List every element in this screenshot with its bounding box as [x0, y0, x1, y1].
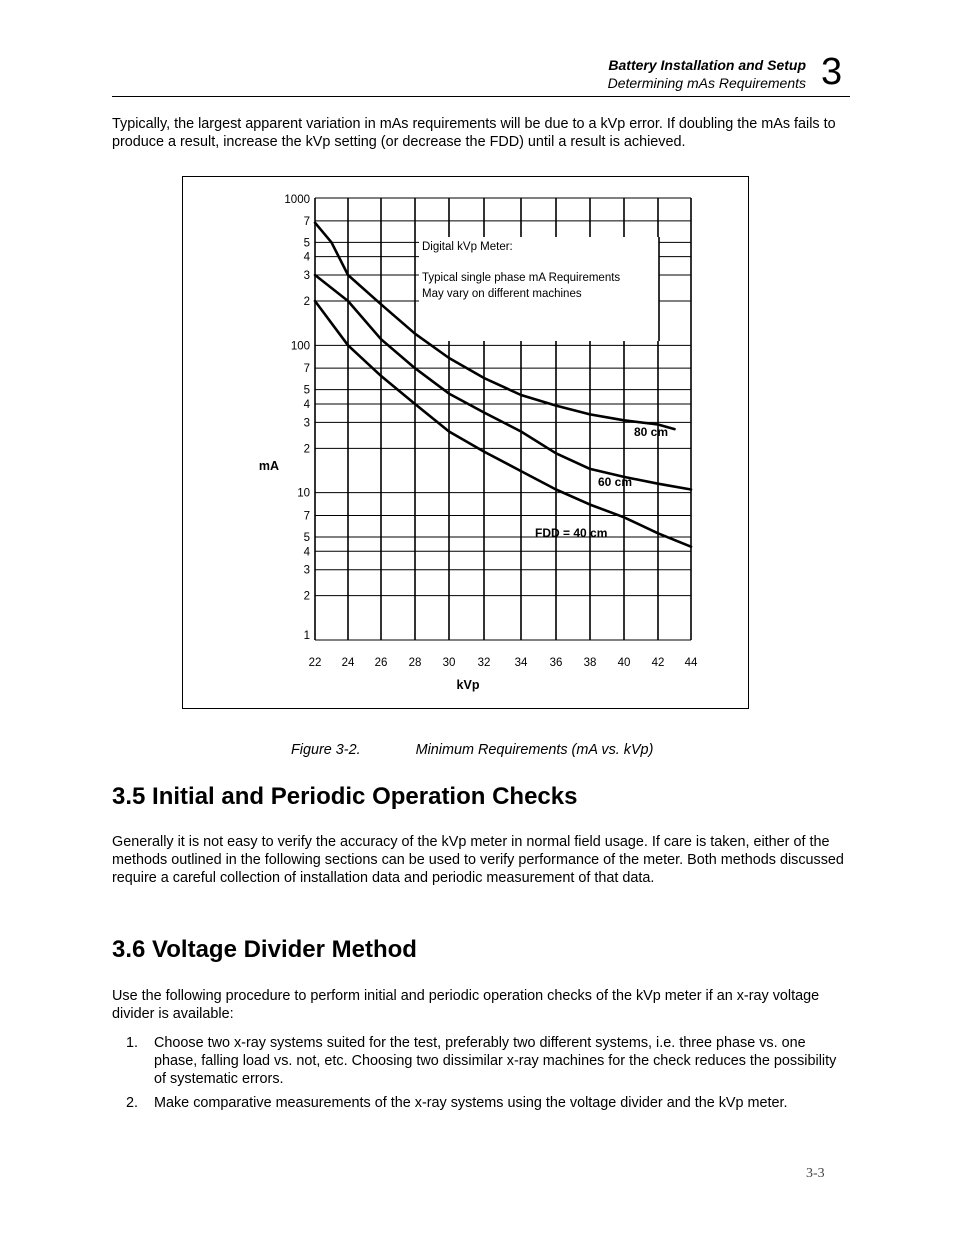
x-tick-label: 44	[684, 657, 698, 669]
y-tick-label: 7	[303, 363, 310, 376]
figure-frame	[182, 176, 749, 709]
y-tick-label: 3	[303, 270, 310, 283]
y-tick-label: 5	[303, 237, 310, 250]
x-tick-label: 28	[408, 657, 422, 669]
step-text: Choose two x-ray systems suited for the test, preferably two different systems, i.e. three phase vs. one phase, falling load vs. not, etc. Choosing two dissimilar x-ray machines for the check reduces the possibility of systematic errors.	[154, 1035, 837, 1087]
y-tick-label: 1000	[284, 194, 310, 206]
figure-caption-number: Figure 3-2.	[291, 742, 361, 758]
x-tick-label: 24	[341, 657, 355, 669]
y-tick-label: 1	[303, 630, 310, 642]
procedure-step	[112, 1034, 852, 1088]
step-number: 1.	[126, 1035, 139, 1051]
x-tick-label: 34	[514, 657, 528, 669]
x-tick-label: 22	[308, 657, 322, 669]
page-number: 3-3	[806, 1166, 825, 1181]
series-label: 60 cm	[598, 475, 633, 489]
series-label: FDD = 40 cm	[535, 526, 608, 540]
voltage-divider-paragraph: Use the following procedure to perform initial and periodic operation checks of the kVp meter if an x-ray voltage divider is available:	[112, 988, 820, 1022]
figure-caption	[291, 741, 653, 759]
procedure-steps	[112, 1034, 852, 1118]
header-divider	[112, 96, 850, 97]
y-tick-label: 2	[303, 443, 310, 456]
running-header-subtitle: Determining mAs Requirements	[607, 75, 806, 91]
x-tick-label: 38	[583, 657, 597, 669]
procedure-step	[112, 1094, 852, 1112]
running-header-title: Battery Installation and Setup	[608, 57, 806, 73]
x-tick-label: 26	[374, 657, 388, 669]
y-tick-label: 2	[303, 295, 310, 308]
figure-caption-title: Minimum Requirements (mA vs. kVp)	[415, 742, 654, 758]
x-tick-label: 30	[442, 657, 456, 669]
y-tick-label: 7	[303, 510, 310, 523]
y-tick-label: 5	[303, 532, 310, 545]
section-heading-voltage-divider: 3.6 Voltage Divider Method	[112, 936, 417, 963]
annotation-text: Digital kVp Meter:	[422, 241, 513, 253]
y-tick-label: 5	[303, 384, 310, 397]
section-heading-operation-checks: 3.5 Initial and Periodic Operation Checks	[112, 783, 578, 810]
running-header	[608, 57, 806, 92]
intro-paragraph: Typically, the largest apparent variation in mAs requirements will be due to a kVp error. If doubling the mAs fails to produce a result, increase the kVp setting (or decrease the FDD) until a result is achieved.	[112, 116, 836, 150]
y-tick-label: 4	[303, 251, 310, 264]
annotation-text: Typical single phase mA Requirements	[422, 272, 621, 284]
y-tick-label: 4	[303, 398, 310, 411]
x-tick-label: 42	[651, 657, 665, 669]
y-tick-label: 2	[303, 590, 310, 603]
step-text: Make comparative measurements of the x-ray systems using the voltage divider and the kVp meter.	[154, 1095, 788, 1111]
y-tick-label: 3	[303, 564, 310, 577]
x-tick-label: 40	[617, 657, 631, 669]
step-number: 2.	[126, 1095, 139, 1111]
annotation-text: May vary on different machines	[422, 288, 582, 300]
y-tick-label: 7	[303, 215, 310, 228]
y-tick-label: 10	[297, 487, 310, 500]
ma-vs-kvp-chart	[183, 177, 748, 708]
y-tick-label: 3	[303, 417, 310, 430]
chapter-number: 3	[821, 51, 843, 93]
x-axis-title: kVp	[456, 678, 480, 692]
x-tick-label: 36	[549, 657, 563, 669]
series-label: 80 cm	[634, 425, 669, 439]
y-axis-title: mA	[258, 459, 280, 473]
y-tick-label: 4	[303, 546, 310, 559]
x-tick-label: 32	[477, 657, 491, 669]
y-tick-label: 100	[290, 340, 310, 353]
operation-checks-paragraph: Generally it is not easy to verify the accuracy of the kVp meter in normal field usage. If care is taken, either of the methods outlined in the following sections can be used to verify performance of the meter. Both methods discussed require a careful collection of installation data and periodic measurement of that data.	[112, 834, 844, 886]
